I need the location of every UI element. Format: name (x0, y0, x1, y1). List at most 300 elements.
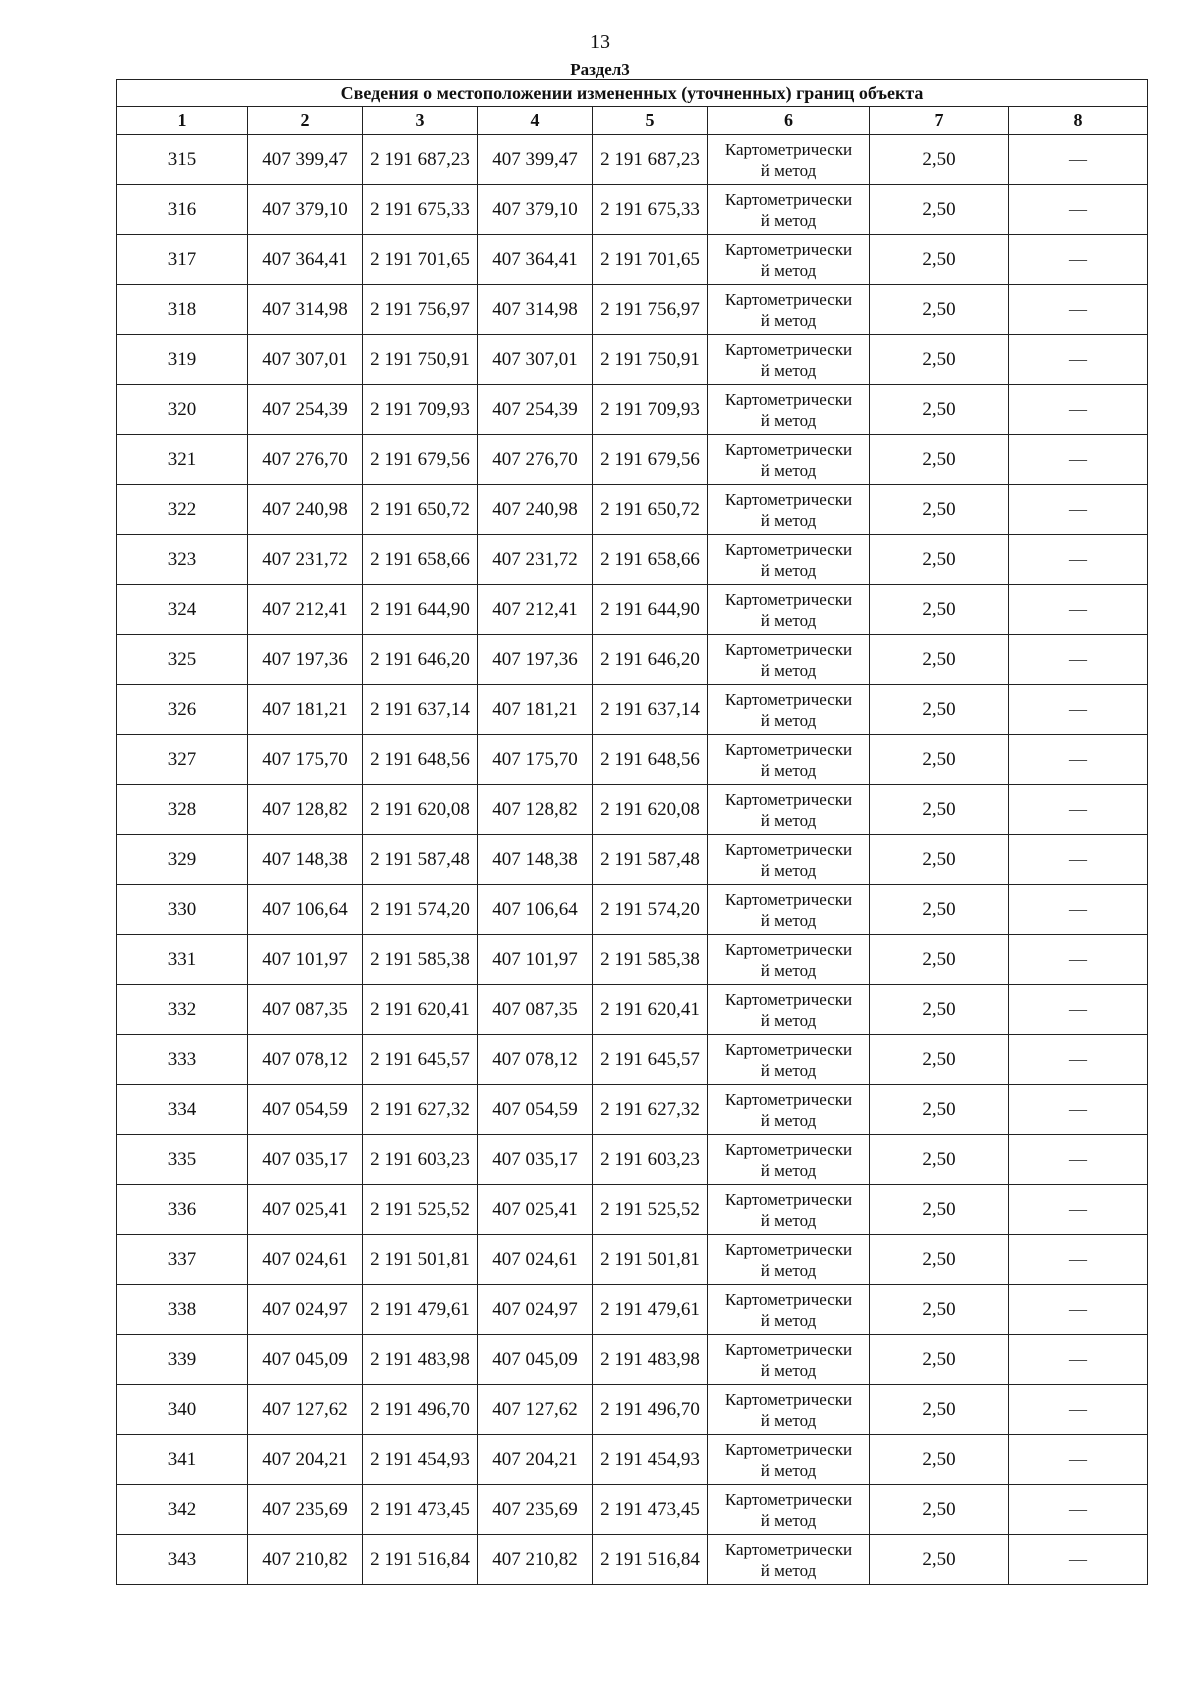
coordinate-cell: 2 191 501,81 (593, 1235, 708, 1285)
method-line: й метод (760, 1260, 817, 1280)
coordinate-cell: 407 101,97 (248, 935, 363, 985)
table-row (117, 1085, 1148, 1135)
coordinate-cell: 407 078,12 (248, 1035, 363, 1085)
description-cell: — (1009, 785, 1148, 835)
point-number-cell: 323 (117, 535, 248, 585)
accuracy-cell: 2,50 (870, 785, 1009, 835)
description-cell: — (1009, 585, 1148, 635)
accuracy-cell: 2,50 (870, 235, 1009, 285)
coordinate-cell: 407 235,69 (478, 1485, 593, 1535)
method-cell (708, 135, 870, 185)
method-cell (708, 685, 870, 735)
method-line: Картометрически (724, 1439, 853, 1459)
method-line: Картометрически (724, 439, 853, 459)
point-number-cell: 342 (117, 1485, 248, 1535)
method-line: Картометрически (724, 739, 853, 759)
description-cell: — (1009, 935, 1148, 985)
method-cell (708, 1285, 870, 1335)
method-cell (708, 185, 870, 235)
point-number-cell: 328 (117, 785, 248, 835)
table-row (117, 785, 1148, 835)
method-line: Картометрически (724, 789, 853, 809)
coordinate-cell: 407 035,17 (248, 1135, 363, 1185)
point-number-cell: 329 (117, 835, 248, 885)
table-row (117, 635, 1148, 685)
coordinate-cell: 2 191 650,72 (363, 485, 478, 535)
coordinate-cell: 2 191 516,84 (363, 1535, 478, 1585)
coordinate-cell: 2 191 675,33 (363, 185, 478, 235)
coordinate-cell: 407 197,36 (478, 635, 593, 685)
point-number-cell: 319 (117, 335, 248, 385)
coordinate-cell: 2 191 644,90 (593, 585, 708, 635)
point-number-cell: 338 (117, 1285, 248, 1335)
coordinate-cell: 407 204,21 (248, 1435, 363, 1485)
coordinate-cell: 2 191 701,65 (593, 235, 708, 285)
point-number-cell: 322 (117, 485, 248, 535)
table-row (117, 935, 1148, 985)
coordinate-cell: 2 191 479,61 (593, 1285, 708, 1335)
coordinate-cell: 2 191 587,48 (593, 835, 708, 885)
method-line: й метод (760, 460, 817, 480)
coordinate-cell: 2 191 620,41 (363, 985, 478, 1035)
method-line: й метод (760, 260, 817, 280)
point-number-cell: 337 (117, 1235, 248, 1285)
coordinate-cell: 407 197,36 (248, 635, 363, 685)
coordinate-cell: 2 191 525,52 (363, 1185, 478, 1235)
description-cell: — (1009, 385, 1148, 435)
coordinate-cell: 407 212,41 (478, 585, 593, 635)
method-line: Картометрически (724, 139, 853, 159)
table-body (117, 135, 1148, 1585)
accuracy-cell: 2,50 (870, 885, 1009, 935)
coordinate-cell: 2 191 620,08 (363, 785, 478, 835)
description-cell: — (1009, 1035, 1148, 1085)
coordinate-cell: 407 024,61 (248, 1235, 363, 1285)
method-line: Картометрически (724, 1289, 853, 1309)
method-cell (708, 335, 870, 385)
coordinate-cell: 407 204,21 (478, 1435, 593, 1485)
coordinate-cell: 407 054,59 (248, 1085, 363, 1135)
method-line: й метод (760, 210, 817, 230)
table-row (117, 1185, 1148, 1235)
method-line: Картометрически (724, 289, 853, 309)
accuracy-cell: 2,50 (870, 135, 1009, 185)
coordinate-cell: 2 191 756,97 (593, 285, 708, 335)
accuracy-cell: 2,50 (870, 735, 1009, 785)
coordinate-cell: 407 379,10 (248, 185, 363, 235)
accuracy-cell: 2,50 (870, 935, 1009, 985)
accuracy-cell: 2,50 (870, 1035, 1009, 1085)
method-line: й метод (760, 1060, 817, 1080)
coordinate-cell: 2 191 496,70 (363, 1385, 478, 1435)
coordinate-cell: 2 191 525,52 (593, 1185, 708, 1235)
coordinate-cell: 407 025,41 (248, 1185, 363, 1235)
coordinate-cell: 407 210,82 (248, 1535, 363, 1585)
method-line: й метод (760, 960, 817, 980)
accuracy-cell: 2,50 (870, 1085, 1009, 1135)
method-line: Картометрически (724, 939, 853, 959)
description-cell: — (1009, 185, 1148, 235)
coordinate-cell: 2 191 620,41 (593, 985, 708, 1035)
method-cell (708, 1535, 870, 1585)
coordinate-cell: 407 175,70 (248, 735, 363, 785)
point-number-cell: 324 (117, 585, 248, 635)
method-cell (708, 1435, 870, 1485)
accuracy-cell: 2,50 (870, 985, 1009, 1035)
accuracy-cell: 2,50 (870, 1335, 1009, 1385)
method-cell (708, 1335, 870, 1385)
method-line: Картометрически (724, 1089, 853, 1109)
coordinate-cell: 2 191 650,72 (593, 485, 708, 535)
coordinate-cell: 2 191 750,91 (593, 335, 708, 385)
coordinate-cell: 407 364,41 (478, 235, 593, 285)
coordinate-cell: 2 191 750,91 (363, 335, 478, 385)
coordinate-cell: 407 148,38 (248, 835, 363, 885)
method-line: й метод (760, 610, 817, 630)
method-cell (708, 235, 870, 285)
method-cell (708, 385, 870, 435)
point-number-cell: 326 (117, 685, 248, 735)
accuracy-cell: 2,50 (870, 1485, 1009, 1535)
coordinate-cell: 2 191 483,98 (593, 1335, 708, 1385)
coordinate-cell: 407 128,82 (478, 785, 593, 835)
coordinate-cell: 407 307,01 (478, 335, 593, 385)
coordinate-cell: 407 307,01 (248, 335, 363, 385)
method-cell (708, 935, 870, 985)
description-cell: — (1009, 1435, 1148, 1485)
coordinate-cell: 407 276,70 (478, 435, 593, 485)
accuracy-cell: 2,50 (870, 835, 1009, 885)
description-cell: — (1009, 1235, 1148, 1285)
method-line: й метод (760, 410, 817, 430)
coordinate-cell: 2 191 648,56 (363, 735, 478, 785)
table-row (117, 535, 1148, 585)
coordinate-cell: 2 191 587,48 (363, 835, 478, 885)
coordinate-cell: 407 024,97 (248, 1285, 363, 1335)
method-cell (708, 1085, 870, 1135)
coordinate-cell: 407 254,39 (478, 385, 593, 435)
section-title: Раздел3 (570, 60, 630, 79)
point-number-cell: 335 (117, 1135, 248, 1185)
description-cell: — (1009, 335, 1148, 385)
table-row (117, 485, 1148, 535)
coordinate-cell: 407 314,98 (478, 285, 593, 335)
coordinate-cell: 407 399,47 (248, 135, 363, 185)
coordinate-cell: 2 191 574,20 (593, 885, 708, 935)
coordinate-cell: 407 106,64 (248, 885, 363, 935)
method-line: й метод (760, 1410, 817, 1430)
description-cell: — (1009, 1285, 1148, 1335)
coordinate-cell: 2 191 637,14 (363, 685, 478, 735)
coordinate-cell: 2 191 454,93 (363, 1435, 478, 1485)
accuracy-cell: 2,50 (870, 485, 1009, 535)
coordinate-cell: 2 191 679,56 (593, 435, 708, 485)
method-line: Картометрически (724, 1389, 853, 1409)
column-header: 3 (363, 107, 478, 135)
method-cell (708, 1385, 870, 1435)
method-cell (708, 985, 870, 1035)
accuracy-cell: 2,50 (870, 1435, 1009, 1485)
description-cell: — (1009, 285, 1148, 335)
description-cell: — (1009, 685, 1148, 735)
coordinate-cell: 407 045,09 (478, 1335, 593, 1385)
table-row (117, 1535, 1148, 1585)
coordinate-cell: 407 024,61 (478, 1235, 593, 1285)
table-row (117, 835, 1148, 885)
description-cell: — (1009, 635, 1148, 685)
coordinate-cell: 2 191 648,56 (593, 735, 708, 785)
coordinate-cell: 2 191 709,93 (363, 385, 478, 435)
method-line: Картометрически (724, 1189, 853, 1209)
method-line: Картометрически (724, 1139, 853, 1159)
method-cell (708, 835, 870, 885)
accuracy-cell: 2,50 (870, 185, 1009, 235)
table-caption: Сведения о местоположении измененных (уточненных) границ объекта (117, 80, 1148, 107)
coordinate-cell: 2 191 603,23 (363, 1135, 478, 1185)
point-number-cell: 321 (117, 435, 248, 485)
point-number-cell: 339 (117, 1335, 248, 1385)
method-line: Картометрически (724, 389, 853, 409)
description-cell: — (1009, 1485, 1148, 1535)
table-row (117, 1485, 1148, 1535)
coordinate-cell: 2 191 709,93 (593, 385, 708, 435)
point-number-cell: 334 (117, 1085, 248, 1135)
point-number-cell: 327 (117, 735, 248, 785)
point-number-cell: 316 (117, 185, 248, 235)
description-cell: — (1009, 235, 1148, 285)
coordinate-cell: 2 191 496,70 (593, 1385, 708, 1435)
method-cell (708, 1235, 870, 1285)
table-row (117, 985, 1148, 1035)
method-line: й метод (760, 1110, 817, 1130)
coordinate-cell: 407 181,21 (478, 685, 593, 735)
coordinate-cell: 407 364,41 (248, 235, 363, 285)
description-cell: — (1009, 835, 1148, 885)
method-line: й метод (760, 710, 817, 730)
table-row (117, 1335, 1148, 1385)
point-number-cell: 336 (117, 1185, 248, 1235)
coordinate-cell: 2 191 687,23 (363, 135, 478, 185)
table-row (117, 335, 1148, 385)
coordinate-cell: 2 191 479,61 (363, 1285, 478, 1335)
point-number-cell: 341 (117, 1435, 248, 1485)
table-row (117, 235, 1148, 285)
method-line: й метод (760, 310, 817, 330)
coordinate-cell: 2 191 679,56 (363, 435, 478, 485)
page-number: 13 (590, 31, 610, 53)
coordinate-cell: 2 191 483,98 (363, 1335, 478, 1385)
method-cell (708, 635, 870, 685)
coordinate-cell: 407 054,59 (478, 1085, 593, 1135)
method-line: й метод (760, 860, 817, 880)
method-cell (708, 735, 870, 785)
accuracy-cell: 2,50 (870, 1235, 1009, 1285)
description-cell: — (1009, 1085, 1148, 1135)
method-line: Картометрически (724, 1039, 853, 1059)
coordinate-cell: 2 191 645,57 (593, 1035, 708, 1085)
coordinate-cell: 407 078,12 (478, 1035, 593, 1085)
coordinate-cell: 2 191 574,20 (363, 885, 478, 935)
coordinate-cell: 407 181,21 (248, 685, 363, 735)
coordinate-cell: 2 191 756,97 (363, 285, 478, 335)
coordinate-cell: 407 035,17 (478, 1135, 593, 1185)
coordinate-cell: 407 379,10 (478, 185, 593, 235)
description-cell: — (1009, 1385, 1148, 1435)
description-cell: — (1009, 1185, 1148, 1235)
coordinate-cell: 2 191 585,38 (593, 935, 708, 985)
coordinate-cell: 2 191 454,93 (593, 1435, 708, 1485)
method-line: Картометрически (724, 589, 853, 609)
method-cell (708, 435, 870, 485)
accuracy-cell: 2,50 (870, 1285, 1009, 1335)
coordinate-cell: 2 191 516,84 (593, 1535, 708, 1585)
description-cell: — (1009, 1135, 1148, 1185)
method-line: й метод (760, 1560, 817, 1580)
method-line: й метод (760, 560, 817, 580)
method-line: Картометрически (724, 689, 853, 709)
coordinate-cell: 2 191 473,45 (593, 1485, 708, 1535)
description-cell: — (1009, 135, 1148, 185)
coordinate-cell: 407 175,70 (478, 735, 593, 785)
table-row (117, 1135, 1148, 1185)
description-cell: — (1009, 885, 1148, 935)
table-row (117, 385, 1148, 435)
method-cell (708, 485, 870, 535)
accuracy-cell: 2,50 (870, 1185, 1009, 1235)
coordinate-cell: 2 191 658,66 (363, 535, 478, 585)
coordinate-cell: 2 191 603,23 (593, 1135, 708, 1185)
method-line: й метод (760, 760, 817, 780)
point-number-cell: 330 (117, 885, 248, 935)
table-row (117, 1285, 1148, 1335)
method-cell (708, 785, 870, 835)
coordinate-cell: 2 191 637,14 (593, 685, 708, 735)
coordinate-cell: 407 240,98 (478, 485, 593, 535)
coordinate-cell: 407 240,98 (248, 485, 363, 535)
coordinate-cell: 407 128,82 (248, 785, 363, 835)
point-number-cell: 333 (117, 1035, 248, 1085)
table-row (117, 1235, 1148, 1285)
method-line: й метод (760, 1460, 817, 1480)
accuracy-cell: 2,50 (870, 535, 1009, 585)
method-line: й метод (760, 1360, 817, 1380)
description-cell: — (1009, 435, 1148, 485)
coordinate-cell: 2 191 687,23 (593, 135, 708, 185)
accuracy-cell: 2,50 (870, 635, 1009, 685)
table-row (117, 1035, 1148, 1085)
method-cell (708, 1485, 870, 1535)
table-row (117, 185, 1148, 235)
method-cell (708, 585, 870, 635)
boundary-coordinates-table (116, 79, 1148, 1585)
accuracy-cell: 2,50 (870, 585, 1009, 635)
point-number-cell: 332 (117, 985, 248, 1035)
coordinate-cell: 2 191 645,57 (363, 1035, 478, 1085)
coordinate-cell: 407 399,47 (478, 135, 593, 185)
method-line: Картометрически (724, 1339, 853, 1359)
coordinate-cell: 407 045,09 (248, 1335, 363, 1385)
coordinate-cell: 2 191 627,32 (593, 1085, 708, 1135)
coordinate-cell: 2 191 701,65 (363, 235, 478, 285)
column-header: 5 (593, 107, 708, 135)
coordinate-cell: 2 191 627,32 (363, 1085, 478, 1135)
description-cell: — (1009, 535, 1148, 585)
method-line: й метод (760, 1160, 817, 1180)
description-cell: — (1009, 985, 1148, 1035)
column-header: 4 (478, 107, 593, 135)
coordinate-cell: 407 025,41 (478, 1185, 593, 1235)
accuracy-cell: 2,50 (870, 285, 1009, 335)
method-line: й метод (760, 1510, 817, 1530)
column-header: 6 (708, 107, 870, 135)
method-line: й метод (760, 910, 817, 930)
point-number-cell: 315 (117, 135, 248, 185)
coordinate-cell: 407 148,38 (478, 835, 593, 885)
method-line: й метод (760, 510, 817, 530)
method-line: Картометрически (724, 989, 853, 1009)
column-header: 2 (248, 107, 363, 135)
method-line: й метод (760, 660, 817, 680)
coordinate-cell: 407 314,98 (248, 285, 363, 335)
coordinate-cell: 407 127,62 (478, 1385, 593, 1435)
point-number-cell: 320 (117, 385, 248, 435)
coordinate-cell: 2 191 644,90 (363, 585, 478, 635)
coordinate-cell: 2 191 620,08 (593, 785, 708, 835)
method-cell (708, 885, 870, 935)
method-line: й метод (760, 810, 817, 830)
point-number-cell: 343 (117, 1535, 248, 1585)
coordinate-cell: 2 191 675,33 (593, 185, 708, 235)
table-row (117, 1385, 1148, 1435)
method-line: Картометрически (724, 1539, 853, 1559)
coordinate-cell: 407 254,39 (248, 385, 363, 435)
method-line: й метод (760, 1310, 817, 1330)
column-header: 1 (117, 107, 248, 135)
coordinate-cell: 2 191 646,20 (593, 635, 708, 685)
point-number-cell: 317 (117, 235, 248, 285)
coordinate-cell: 407 127,62 (248, 1385, 363, 1435)
table-row (117, 585, 1148, 635)
point-number-cell: 331 (117, 935, 248, 985)
accuracy-cell: 2,50 (870, 385, 1009, 435)
method-line: Картометрически (724, 889, 853, 909)
coordinate-cell: 407 106,64 (478, 885, 593, 935)
method-cell (708, 1135, 870, 1185)
accuracy-cell: 2,50 (870, 435, 1009, 485)
method-line: Картометрически (724, 539, 853, 559)
coordinate-cell: 407 101,97 (478, 935, 593, 985)
coordinate-cell: 407 235,69 (248, 1485, 363, 1535)
accuracy-cell: 2,50 (870, 685, 1009, 735)
table-row (117, 885, 1148, 935)
coordinate-cell: 407 087,35 (478, 985, 593, 1035)
method-line: Картометрически (724, 839, 853, 859)
coordinate-cell: 407 231,72 (478, 535, 593, 585)
method-line: Картометрически (724, 639, 853, 659)
coordinate-cell: 407 276,70 (248, 435, 363, 485)
coordinate-cell: 2 191 473,45 (363, 1485, 478, 1535)
method-line: й метод (760, 360, 817, 380)
point-number-cell: 318 (117, 285, 248, 335)
method-line: й метод (760, 1010, 817, 1030)
table-row (117, 735, 1148, 785)
description-cell: — (1009, 485, 1148, 535)
description-cell: — (1009, 735, 1148, 785)
coordinate-cell: 2 191 646,20 (363, 635, 478, 685)
method-cell (708, 1185, 870, 1235)
method-cell (708, 535, 870, 585)
method-line: й метод (760, 1210, 817, 1230)
